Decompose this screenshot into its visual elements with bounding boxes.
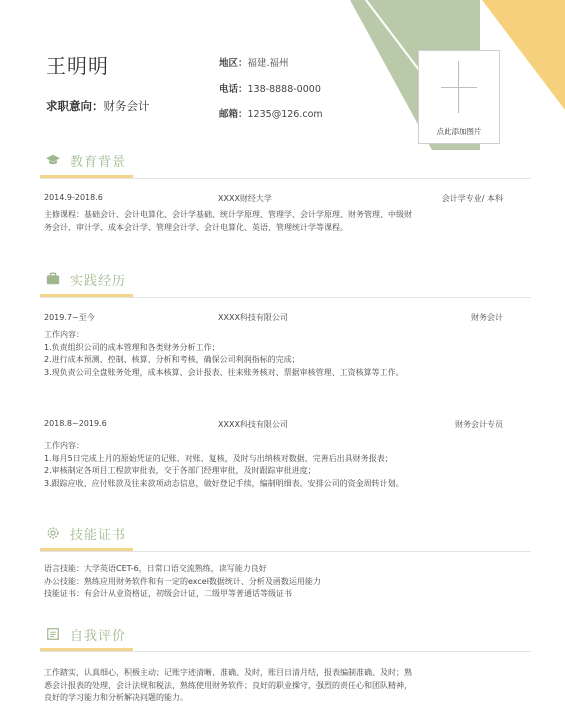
self-eval-text: 工作踏实，认真细心，积极主动；记账字迹清晰、准确、及时，账目日清月结，报表编制准确、及时；熟 悉会计报表的处理，会计法规和税法，熟练使用财务软件；良好的职业操守，强烈的责任心和团队精神， 良好的学习能力和分析解决问题的能力。 (44, 668, 412, 702)
job-role: 财务会计 (471, 313, 503, 322)
section-experience-header (46, 267, 126, 291)
section-divider (40, 651, 531, 652)
job-company: XXXX科技有限公司 (218, 420, 288, 429)
education-period: 2014.9-2018.6 (44, 193, 103, 202)
section-divider (40, 551, 531, 552)
region-value: 福建.福州 (247, 58, 289, 69)
phone-value: 138-8888-0000 (247, 84, 321, 95)
section-self-eval-header (46, 622, 126, 646)
education-row (44, 193, 503, 205)
photo-placeholder[interactable] (418, 50, 500, 144)
gear-icon (46, 526, 60, 540)
job-intent-value: 财务会计 (103, 99, 150, 113)
job-row (44, 312, 503, 324)
section-divider (40, 297, 531, 298)
section-skills-header (46, 521, 126, 545)
candidate-name: 王明明 (46, 54, 109, 78)
job-role: 财务会计专员 (455, 420, 503, 429)
job-period: 2018.8~2019.6 (44, 419, 107, 428)
job-row (44, 419, 503, 431)
email-label: 邮箱： (219, 109, 248, 120)
contact-phone (219, 81, 321, 95)
education-degree: 会计学专业/ 本科 (441, 194, 503, 203)
job-intent (46, 98, 150, 114)
skills-list: 语言技能：大学英语CET-6，日常口语交流熟练，读写能力良好 办公技能：熟练应用财务软件和有一定的excel数据统计、分析及函数运用能力 技能证书：有会计从业资格证，初级会计证，二级甲等普通话等级证书 (44, 564, 321, 598)
job-period: 2019.7~至今 (44, 313, 95, 322)
email-value: 1235@126.com (247, 109, 323, 120)
section-divider (40, 178, 531, 179)
section-self-eval-title: 自我评价 (70, 628, 127, 644)
job-details: 工作内容： 1.每月5日完成上月的原始凭证的记账、对账、复核，及时与出纳核对数据，完善后出具财务报表； 2.审核制定各项目工程款审批表，交于各部门经理审批，及时跟踪审批进度； 3.跟踪应收、应付账款及往来款项动态信息，做好登记手续，编制明细表。安排公司的资金周转计划。 (44, 441, 404, 488)
section-education-title: 教育背景 (70, 154, 127, 170)
region-label: 地区： (219, 58, 248, 69)
photo-label: 点此添加图片 (436, 127, 482, 136)
contact-region (219, 55, 289, 69)
education-school: XXXX财经大学 (218, 194, 272, 203)
contact-email (219, 106, 323, 120)
phone-label: 电话： (219, 84, 248, 95)
job-details: 工作内容： 1.负责组织公司的成本管理和各类财务分析工作； 2.进行成本预测、控制、核算、分析和考核，确保公司利润指标的完成； 3.现负责公司全盘账务处理，成本核算、会计报表、往来账务核对、票据审核管理、工资核算等工作。 (44, 330, 404, 377)
graduation-cap-icon (46, 153, 60, 167)
job-company: XXXX科技有限公司 (218, 313, 288, 322)
briefcase-icon (46, 272, 60, 286)
education-courses: 主修课程：基础会计、会计电算化、会计学基础、统计学原理、管理学、会计学原理、财务管理、中级财 务会计、审计学、成本会计学、管理会计学、会计电算化、英语、管理统计学等课程。 (44, 210, 412, 232)
document-icon (46, 627, 60, 641)
job-intent-label: 求职意向： (46, 99, 104, 113)
section-experience-title: 实践经历 (70, 273, 127, 289)
section-education-header (46, 148, 126, 172)
section-skills-title: 技能证书 (70, 527, 127, 543)
